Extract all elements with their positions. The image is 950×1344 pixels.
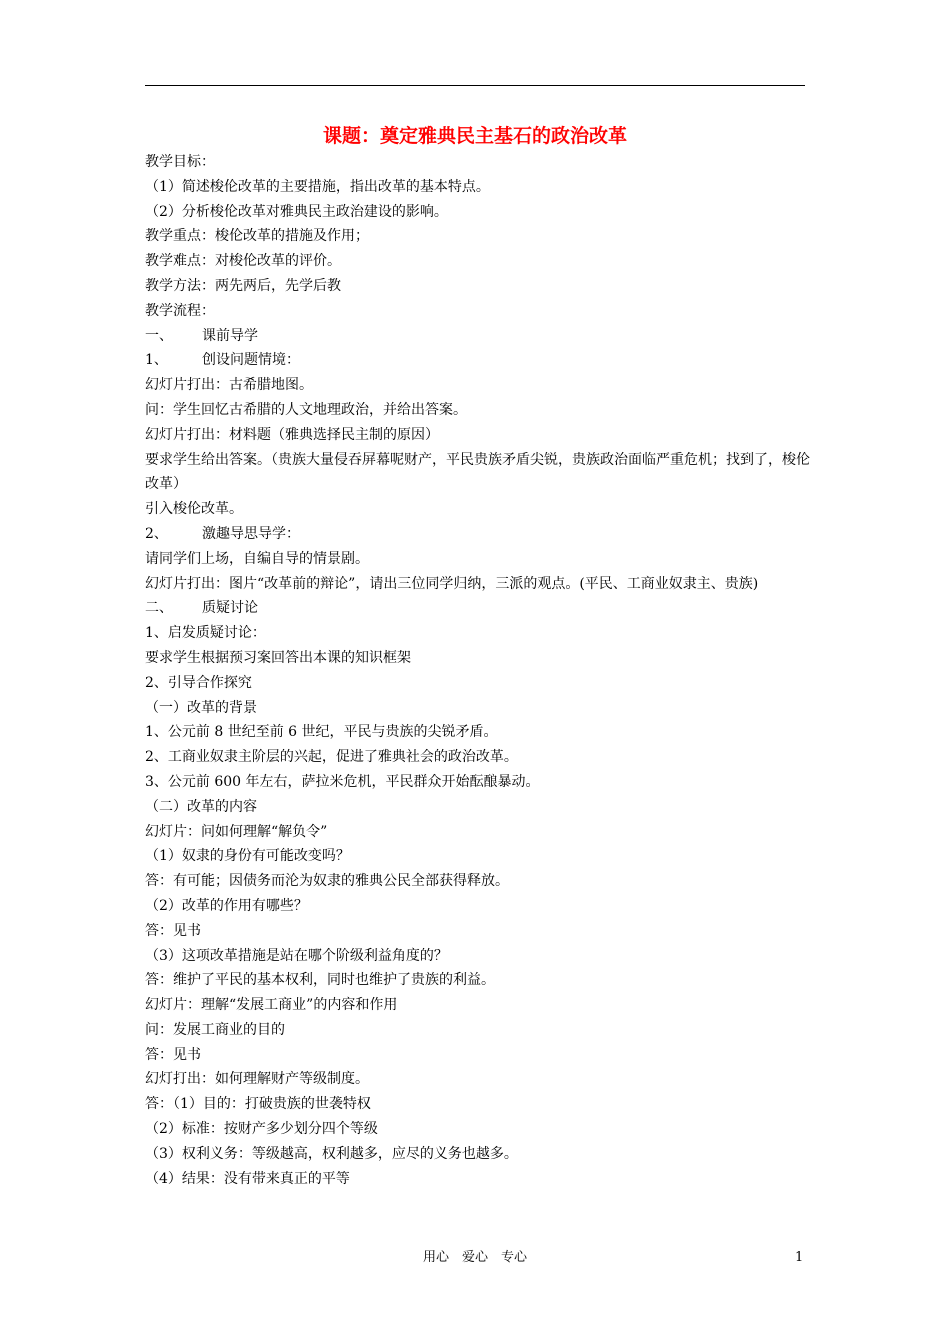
line-text: 2、引导合作探究 xyxy=(145,674,252,691)
body-line xyxy=(145,820,817,845)
line-text: 教学重点：梭伦改革的措施及作用； xyxy=(145,228,369,245)
body-line xyxy=(145,720,817,745)
line-text: 答：见书 xyxy=(145,1046,201,1063)
body-line xyxy=(145,770,817,795)
line-text: （3）这项改革措施是站在哪个阶级利益角度的？ xyxy=(145,947,448,964)
line-text: 问：学生回忆古希腊的人文地理政治，并给出答案。 xyxy=(145,401,467,418)
line-text: （4）结果：没有带来真正的平等 xyxy=(145,1170,350,1187)
line-text: 要求学生给出答案。（贵族大量侵吞屏幕呢财产，平民贵族矛盾尖锐，贵族政治面临严重危机；找到了，梭伦改革） xyxy=(145,451,810,493)
line-text: 幻灯片：理解“发展工商业”的内容和作用 xyxy=(145,997,398,1014)
body-line xyxy=(145,671,817,696)
line-number-label: 2、 xyxy=(145,525,168,542)
body-line xyxy=(145,1067,817,1092)
document-title: 课题：奠定雅典民主基石的政治改革 xyxy=(322,125,627,147)
body-line xyxy=(145,844,817,869)
body-line xyxy=(145,1142,817,1167)
body-line xyxy=(145,1117,817,1142)
body-line xyxy=(145,968,817,993)
body-line xyxy=(145,274,817,299)
line-text: 引入梭伦改革。 xyxy=(145,501,243,518)
line-text: 1、启发质疑讨论： xyxy=(145,625,266,642)
page-number: 1 xyxy=(795,1250,804,1265)
line-text: 要求学生根据预习案回答出本课的知识框架 xyxy=(145,649,411,666)
body-line xyxy=(145,993,817,1018)
body-line xyxy=(145,944,817,969)
body-line xyxy=(145,894,817,919)
line-text: （3）权利义务：等级越高，权利越多，应尽的义务也越多。 xyxy=(145,1145,518,1162)
line-text: （2）标准：按财产多少划分四个等级 xyxy=(145,1121,378,1138)
line-text: 1、公元前 8 世纪至前 6 世纪，平民与贵族的尖锐矛盾。 xyxy=(145,724,498,741)
line-text: 教学流程： xyxy=(145,302,215,319)
line-text: 3、公元前 600 年左右，萨拉米危机，平民群众开始酝酿暴动。 xyxy=(145,773,540,790)
line-text: （一）改革的背景 xyxy=(145,699,257,716)
line-text: 请同学们上场，自编自导的情景剧。 xyxy=(145,550,369,567)
body-line xyxy=(145,423,817,448)
line-text: 幻灯片打出：古希腊地图。 xyxy=(145,377,313,394)
line-text: （1）简述梭伦改革的主要措施，指出改革的基本特点。 xyxy=(145,178,490,195)
line-number-label: 1、 xyxy=(145,352,168,369)
line-text: （2）改革的作用有哪些？ xyxy=(145,897,308,914)
line-number-label: 一、 xyxy=(145,327,173,344)
line-text: 问：发展工商业的目的 xyxy=(145,1021,285,1038)
footer-motto: 用心 爱心 专心 xyxy=(422,1250,527,1265)
body-line xyxy=(145,547,817,572)
line-text: 幻灯片打出：材料题（雅典选择民主制的原因） xyxy=(145,426,439,443)
body-line xyxy=(145,1018,817,1043)
body-line xyxy=(145,1167,817,1192)
body-line xyxy=(145,572,817,597)
header-rule xyxy=(145,85,805,86)
line-text: 幻灯片打出：图片“改革前的辩论”，请出三位同学归纳，三派的观点。(平民、工商业奴隶主、贵族) xyxy=(145,575,759,592)
body-line xyxy=(145,249,817,274)
body-line xyxy=(145,745,817,770)
body-line xyxy=(145,497,817,522)
line-text: （二）改革的内容 xyxy=(145,798,257,815)
body-line xyxy=(145,299,817,324)
line-text: 激趣导思导学： xyxy=(202,525,300,542)
line-text: 教学方法：两先两后，先学后教 xyxy=(145,277,341,294)
body-line xyxy=(145,150,817,175)
body-line xyxy=(145,522,817,547)
line-text: 质疑讨论 xyxy=(202,600,258,617)
body-line xyxy=(145,1092,817,1117)
body-line xyxy=(145,795,817,820)
line-text: 教学难点：对梭伦改革的评价。 xyxy=(145,253,341,270)
body-line xyxy=(145,621,817,646)
line-text: 答：（1）目的：打破贵族的世袭特权 xyxy=(145,1096,371,1113)
body-line xyxy=(145,596,817,621)
line-text: 答：见书 xyxy=(145,922,201,939)
body-line xyxy=(145,398,817,423)
body-line xyxy=(145,448,817,498)
line-text: 幻灯打出：如何理解财产等级制度。 xyxy=(145,1071,369,1088)
line-text: 教学目标： xyxy=(145,154,215,170)
line-text: 幻灯片：问如何理解“解负令” xyxy=(145,823,328,840)
body-line xyxy=(145,200,817,225)
body-line xyxy=(145,1043,817,1068)
body-line xyxy=(145,869,817,894)
body-line xyxy=(145,696,817,721)
body-line xyxy=(145,919,817,944)
body-line xyxy=(145,224,817,249)
document-body xyxy=(145,150,817,1191)
line-text: 创设问题情境： xyxy=(202,352,300,369)
line-text: 2、工商业奴隶主阶层的兴起，促进了雅典社会的政治改革。 xyxy=(145,749,518,766)
line-text: 答：维护了平民的基本权利，同时也维护了贵族的利益。 xyxy=(145,972,495,989)
line-text: （1）奴隶的身份有可能改变吗？ xyxy=(145,848,350,865)
line-text: 课前导学 xyxy=(202,327,258,344)
body-line xyxy=(145,348,817,373)
body-line xyxy=(145,373,817,398)
line-number-label: 二、 xyxy=(145,600,173,617)
body-line xyxy=(145,324,817,349)
line-text: （2）分析梭伦改革对雅典民主政治建设的影响。 xyxy=(145,203,448,220)
line-text: 答：有可能；因债务而沦为奴隶的雅典公民全部获得释放。 xyxy=(145,873,509,890)
body-line xyxy=(145,646,817,671)
body-line xyxy=(145,175,817,200)
